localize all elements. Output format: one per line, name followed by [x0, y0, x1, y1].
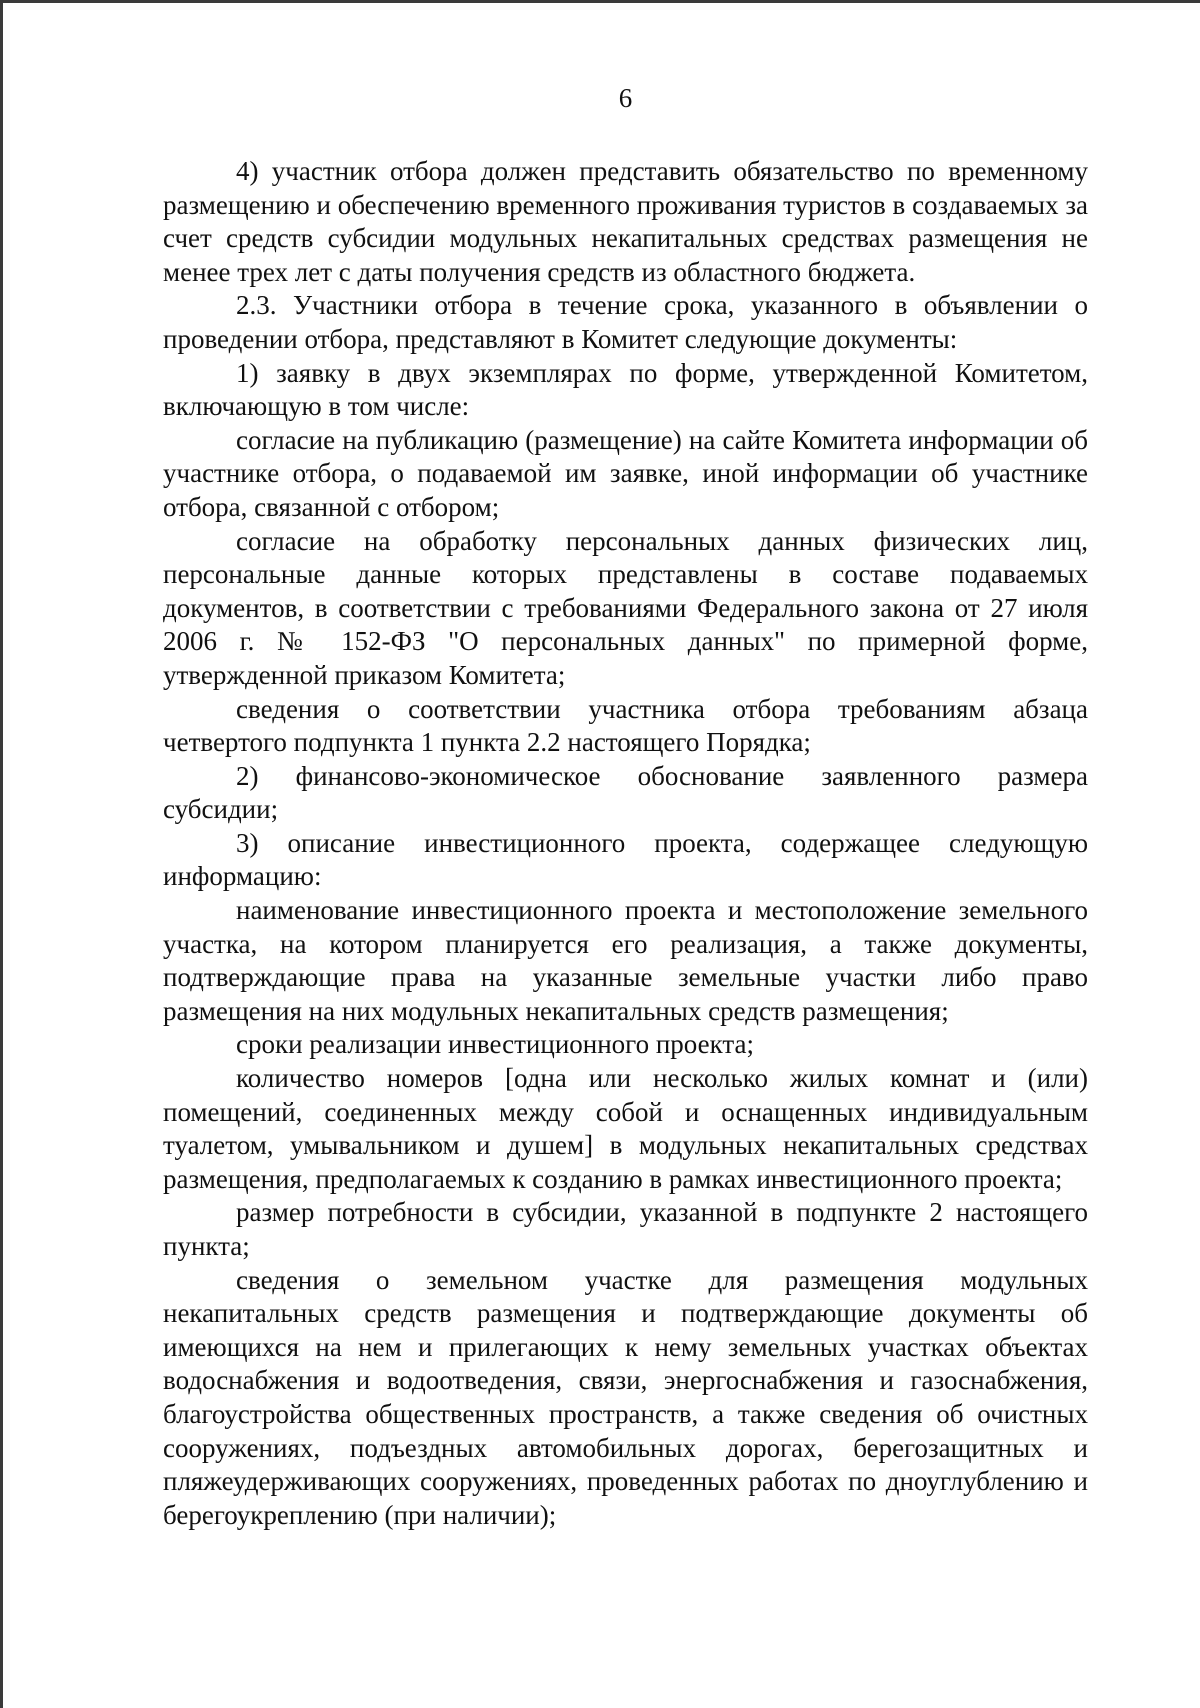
paragraph-consent-personal-data: согласие на обработку персональных данных физических лиц, персональные данные которых представлены в составе подаваемых документов, в соответствии с требованиями Федерального закона от 27 июля 2006 г. № 152-ФЗ "О персональных данных" по примерной форме, утвержденной приказом Комитета; — [163, 525, 1088, 690]
paragraph-land-plot-info: сведения о земельном участке для размещения модульных некапитальных средств размещения и подтверждающие документы об имеющихся на нем и прилегающих к нему земельных участках объектах водоснабжения и водоотведения, связи, энергоснабжения и газоснабжения, благоустройства общественных пространств, а также сведения об очистных сооружениях, подъездных автомобильных дорогах, берегозащитных и пляжеудерживающих сооружениях, проведенных работах по дноуглублению и берегоукреплению (при наличии); — [163, 1264, 1088, 1530]
paragraph-item-1-application: 1) заявку в двух экземплярах по форме, утвержденной Комитетом, включающую в том числе: — [163, 357, 1088, 422]
document-page — [163, 82, 1088, 1532]
paragraph-item-2-justification: 2) финансово-экономическое обоснование заявленного размера субсидии; — [163, 760, 1088, 825]
paragraph-room-count: количество номеров [одна или несколько жилых комнат и (или) помещений, соединенных между собой и оснащенных индивидуальным туалетом, умывальником и душем] в модульных некапитальных средствах размещения, предполагаемых к созданию в рамках инвестиционного проекта; — [163, 1063, 1088, 1194]
paragraph-item-4-obligation: 4) участник отбора должен представить обязательство по временному размещению и обеспечению временного проживания туристов в создаваемых за счет средств субсидии модульных некапитальных средствах размещения не менее трех лет с даты получения средств из областного бюджета. — [163, 156, 1088, 287]
page-number: 6 — [618, 83, 633, 113]
paragraph-subsidy-need: размер потребности в субсидии, указанной в подпункте 2 настоящего пункта; — [163, 1197, 1088, 1261]
paragraph-item-3-project-description: 3) описание инвестиционного проекта, содержащее следующую информацию: — [163, 827, 1088, 892]
paragraph-consent-publication: согласие на публикацию (размещение) на сайте Комитета информации об участнике отбора, о подаваемой им заявке, иной информации об участнике отбора, связанной с отбором; — [163, 424, 1088, 522]
scan-edge-top — [0, 0, 1200, 3]
paragraph-2-3-documents: 2.3. Участники отбора в течение срока, указанного в объявлении о проведении отбора, представляют в Комитет следующие документы: — [163, 290, 1088, 354]
paragraph-project-timeline: сроки реализации инвестиционного проекта; — [236, 1029, 754, 1060]
paragraph-project-name-location: наименование инвестиционного проекта и местоположение земельного участка, на котором планируется его реализация, а также документы, подтверждающие права на указанные земельные участки либо право размещения на них модульных некапитальных средств размещения; — [163, 895, 1088, 1026]
scan-edge-left — [0, 0, 3, 1708]
paragraph-compliance-info: сведения о соответствии участника отбора требованиям абзаца четвертого подпункта 1 пункта 2.2 настоящего Порядка; — [163, 693, 1088, 758]
